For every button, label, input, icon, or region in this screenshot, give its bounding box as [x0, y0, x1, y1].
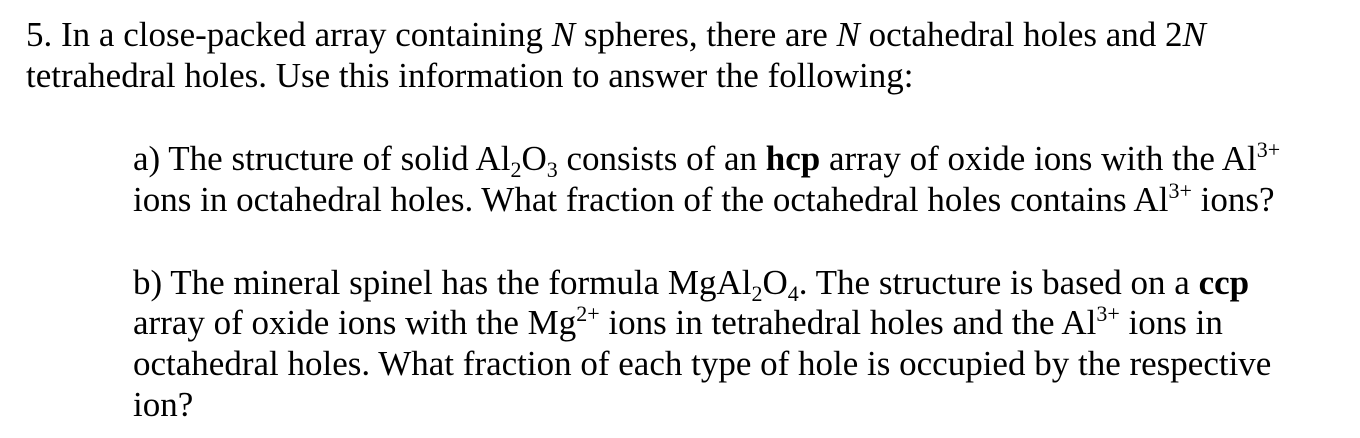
- hcp-term: hcp: [765, 139, 821, 178]
- part-a-line-1: a) The structure of solid $Al_2O_3$ consists of an hcp array of oxide ions with the $Al^{3+}$: [133, 137, 1281, 182]
- question-number: 5.: [26, 15, 53, 54]
- variable-n: N: [1182, 15, 1206, 54]
- part-b-line-1: b) The mineral spinel has the formula $MgAl_2O_4$. The structure is based on a ccp: [133, 263, 1250, 306]
- question-intro-line-2: tetrahedral holes. Use this information to answer the following:: [26, 56, 914, 95]
- part-b-line-2: array of oxide ions with the $Mg^{2+}$ ions in tetrahedral holes and the $Al^{3+}$ ions in: [133, 301, 1223, 342]
- part-b-line-3: octahedral holes. What fraction of each type of hole is occupied by the respective: [133, 344, 1272, 383]
- part-b-line-4: ion?: [133, 385, 194, 424]
- part-a-line-2: ions in octahedral holes. What fraction of the octahedral holes contains $Al^{3+}$ ions?: [133, 178, 1275, 219]
- ccp-term: ccp: [1198, 263, 1250, 302]
- variable-n: N: [836, 15, 860, 54]
- question-intro-line-1: 5. In a close-packed array containing N spheres, there are N octahedral holes and 2N: [26, 15, 1206, 54]
- variable-n: N: [551, 15, 576, 54]
